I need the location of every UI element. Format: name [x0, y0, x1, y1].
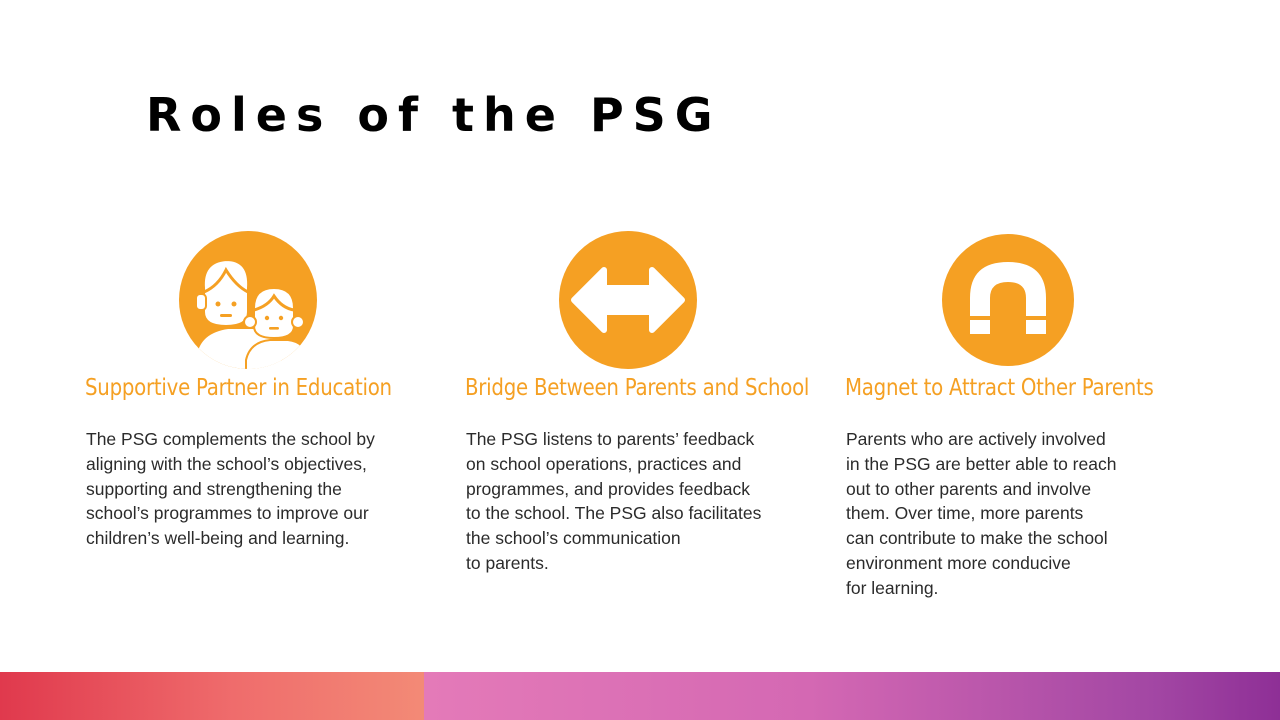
role-description: The PSG complements the school by aligning with the school’s objectives, supporting and strengthening the school’s programmes to improve our children’s well-being and learning. [86, 429, 375, 549]
role-description: Parents who are actively involved in the PSG are better able to reach out to other parents and involve them. Over time, more parents can contribute to make the school environment more conducive for learning. [846, 429, 1117, 598]
footer-bar-right [424, 672, 1280, 720]
magnet-icon [940, 232, 1080, 372]
role-description: The PSG listens to parents’ feedback on school operations, practices and programmes, and provides feedback to the school. The PSG also facilitates the school’s communication to parents. [466, 429, 762, 573]
role-heading: Bridge Between Parents and School [465, 375, 810, 401]
role-heading: Magnet to Attract Other Parents [845, 375, 1154, 401]
parent-child-icon [178, 230, 318, 370]
slide-title: Roles of the PSG [146, 88, 722, 142]
double-arrow-icon [558, 230, 698, 370]
footer-bar-left [0, 672, 424, 720]
role-heading: Supportive Partner in Education [85, 375, 392, 401]
footer-gradient-bar [0, 672, 1280, 720]
